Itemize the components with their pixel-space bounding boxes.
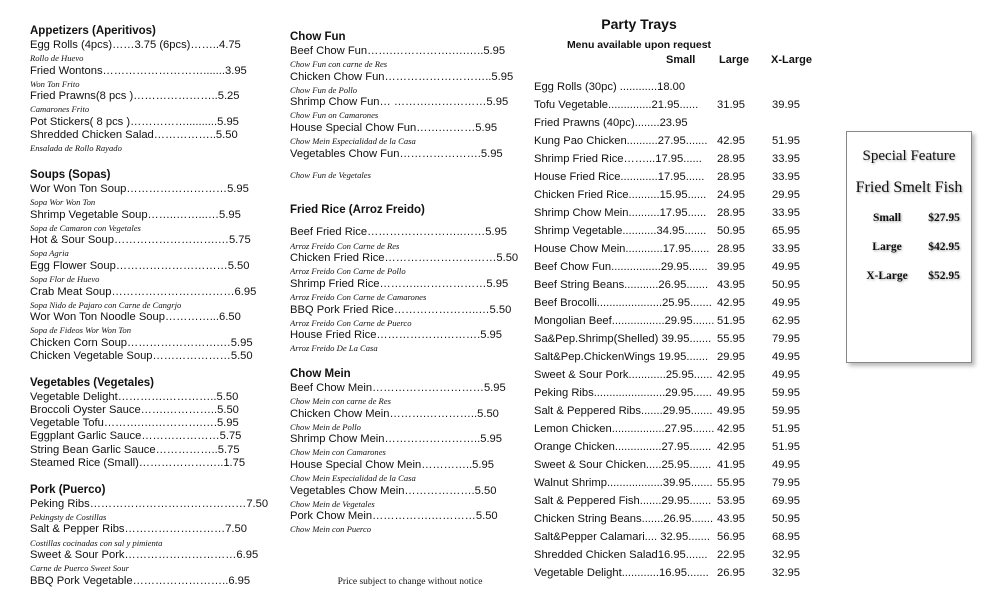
tray-row [534,348,834,366]
tray-price-xlarge: 32.95 [772,567,800,579]
tray-item-name: Shredded Chicken Salad16.95....... [534,549,708,561]
menu-item: BBQ Pork Fried Rice…………………..…5.50 [290,303,512,316]
menu-item: Hot & Sour Soup……………………….…5.75 [30,234,251,247]
menu-item: Crab Meat Soup……………………………6.95 [30,285,257,298]
menu-item: BBQ Pork Vegetable……………………..6.95 [30,574,251,587]
tray-price-xlarge: 59.95 [772,387,800,399]
tray-item-name: Vegetable Delight............16.95....... [534,567,709,579]
tray-item-name: Mongolian Beef.................29.95....... [534,315,715,327]
feature-size: Small [872,212,902,224]
feature-size: Large [872,241,902,253]
tray-item-name: Shrimp Fried Rice……...17.95...... [534,153,702,165]
tray-price-large: 28.95 [717,243,745,255]
menu-item: Beef Fried Rice……………………..……5.95 [290,226,507,239]
menu-item-spanish: Arroz Freido Con Carne de Pollo [290,266,406,277]
menu-item: Wor Won Ton Noodle Soup…………...6.50 [30,311,241,324]
menu-item: Broccoli Oyster Sauce…….…………..5.50 [30,404,239,417]
menu-item-spanish: Sopa de Camaron con Vegetales [30,222,141,233]
menu-item: Chicken Corn Soup…………………….…5.95 [30,336,253,349]
tray-price-large: 51.95 [717,315,745,327]
special-feature-box [846,131,972,363]
tray-item-name: Chicken String Beans.......26.95....... [534,513,714,525]
tray-row [534,204,834,222]
menu-item: Vegetable Delight………….…………..5.50 [30,391,239,404]
menu-item: Beef Chow Fun…….…………….….…..5.95 [290,45,506,57]
tray-price-large: 56.95 [717,531,745,543]
menu-item: Vegetables Chow Fun………………….5.95 [290,147,503,160]
menu-item: Beef Chow Mein…………………………5.95 [290,381,506,394]
tray-price-xlarge: 51.95 [772,135,800,147]
special-feature-title: Special Feature [862,148,956,164]
tray-price-large: 42.95 [717,423,745,435]
soups-section [30,168,270,363]
tray-row [534,186,834,204]
tray-row [534,456,834,474]
section-title: Pork (Puerco) [30,483,106,496]
section-title: Vegetables (Vegetales) [30,377,155,390]
tray-item-name: Tofu Vegetable..............21.95...... [534,99,699,111]
tray-item-name: Shrimp Chow Mein..........17.95...... [534,207,707,219]
menu-item-spanish: Chow Fun con carne de Res [290,59,388,70]
tray-price-large: 50.95 [717,225,745,237]
tray-item-name: Walnut Shrimp..................39.95....... [534,477,713,489]
menu-item: Shrimp Chow Mein……………………..5.95 [290,433,502,446]
menu-item: Wor Won Ton Soup………………………5.95 [30,182,249,195]
tray-price-xlarge: 49.95 [772,297,800,309]
party-trays-list [534,78,834,582]
tray-price-xlarge: 32.95 [772,549,800,561]
tray-price-large: 53.95 [717,495,745,507]
size-header-small: Small [666,54,696,66]
menu-column-2 [290,30,520,536]
menu-item: House Special Chow Fun…….………5.95 [290,122,498,135]
tray-price-xlarge: 79.95 [772,333,800,345]
special-feature-dish: Fried Smelt Fish [855,179,963,196]
menu-item: Shrimp Chow Fun… ……….……………5.95 [290,96,509,109]
tray-price-xlarge: 33.95 [772,243,800,255]
menu-item: Egg Flower Soup…………………………5.50 [30,259,250,272]
tray-price-xlarge: 49.95 [772,261,800,273]
menu-item-spanish: Sopa Nido de Pajaro con Carne de Cangrjo [30,299,182,310]
tray-price-xlarge: 79.95 [772,477,800,489]
pork-section [30,483,270,588]
section-title: Fried Rice (Arroz Freido) [290,204,425,217]
tray-price-xlarge: 59.95 [772,405,800,417]
menu-item-spanish: Arroz Freido Con Carne de Puerco [290,317,412,328]
vegetables-section [30,376,270,470]
menu-item-spanish: Chow Mein de Pollo [290,421,361,432]
feature-price: $52.95 [928,270,960,282]
section-title: Soups (Sopas) [30,168,111,181]
tray-row [534,492,834,510]
tray-price-large: 28.95 [717,153,745,165]
menu-item-spanish: Chow Fun on Camarones [290,110,379,121]
feature-price-row [847,212,971,241]
menu-item: Eggplant Garlic Sauce…………………5.75 [30,430,242,443]
menu-item-spanish: Chow Fun de Vegetales [290,169,371,180]
tray-price-xlarge: 33.95 [772,171,800,183]
menu-item-spanish: Sopa Flor de Huevo [30,274,100,284]
tray-row [534,222,834,240]
tray-price-xlarge: 62.95 [772,315,800,327]
size-header-large: Large [719,54,749,66]
menu-item-spanish: Arroz Freido Con Carne de Res [290,240,400,251]
tray-price-large: 49.95 [717,387,745,399]
menu-item-spanish: Arroz Freido Con Carne de Camarones [290,291,427,302]
menu-item: Salt & Pepper Ribs………………………7.50 [30,523,247,536]
tray-price-large: 43.95 [717,513,745,525]
menu-column-1 [30,24,270,588]
tray-price-xlarge: 49.95 [772,459,800,471]
menu-item: Shrimp Fried Rice………..………………5.95 [290,277,509,290]
tray-price-large: 42.95 [717,369,745,381]
section-title: Chow Mein [290,367,351,380]
tray-row [534,366,834,384]
tray-row [534,114,834,132]
menu-item: String Bean Garlic Sauce……………..5.75 [30,443,240,456]
party-trays-title: Party Trays [601,16,677,32]
party-trays-subtitle: Menu available upon request [566,39,712,51]
menu-item-spanish: Chow Mein con carne de Res [290,395,391,406]
tray-item-name: Chicken Fried Rice..........15.95...... [534,189,707,201]
tray-price-large: 39.95 [717,261,745,273]
chow-mein-section [290,367,520,536]
menu-item-spanish: Camarones Frito [30,104,90,115]
tray-price-large: 42.95 [717,135,745,147]
tray-item-name: Peking Ribs.......................29.95...... [534,387,712,399]
menu-item: Chicken Fried Rice…………………………5.50 [290,252,519,265]
tray-item-name: House Chow Mein............17.95...... [534,243,710,255]
tray-price-large: 31.95 [717,99,745,111]
tray-price-large: 42.95 [717,297,745,309]
tray-price-xlarge: 51.95 [772,441,800,453]
feature-price: $27.95 [928,212,960,224]
feature-size: X-Large [866,270,908,282]
tray-row [534,528,834,546]
tray-row [534,276,834,294]
tray-row [534,150,834,168]
tray-price-xlarge: 69.95 [772,495,800,507]
menu-item-spanish: Chow Mein con Puerco [290,524,372,535]
tray-row [534,240,834,258]
tray-price-xlarge: 68.95 [772,531,800,543]
menu-item-spanish: Sopa Wor Won Ton [30,196,96,207]
tray-row [534,438,834,456]
tray-price-xlarge: 51.95 [772,423,800,435]
menu-item-spanish: Chow Fun de Pollo [290,84,358,95]
tray-price-xlarge: 65.95 [772,225,800,237]
tray-price-large: 42.95 [717,441,745,453]
tray-price-large: 24.95 [717,189,745,201]
tray-row [534,420,834,438]
menu-item: Vegetable Tofu……….….………….….5.95 [30,417,239,430]
tray-price-xlarge: 49.95 [772,369,800,381]
tray-item-name: Sweet & Sour Chicken.....25.95....... [534,459,712,471]
tray-price-large: 28.95 [717,171,745,183]
tray-price-large: 55.95 [717,333,745,345]
menu-item-spanish: Won Ton Frito [30,78,80,89]
tray-item-name: Beef Chow Fun................29.95...... [534,261,708,273]
tray-item-name: Sa&Pep.Shrimp(Shelled) 39.95....... [534,333,712,345]
tray-price-large: 26.95 [717,567,745,579]
tray-price-large: 55.95 [717,477,745,489]
feature-price-row [847,270,971,299]
menu-item: Chicken Chow Mein……….…………..5.50 [290,407,499,420]
tray-price-xlarge: 50.95 [772,513,800,525]
menu-item-spanish: Chow Mein con Camarones [290,447,386,458]
section-title: Appetizers (Aperitivos) [30,25,156,37]
menu-item-spanish: Ensalada de Rollo Rayado [30,143,122,154]
tray-item-name: Fried Prawns (40pc)........23.95 [534,117,688,129]
menu-item-spanish: Chow Mein Especialidad de la Casa [290,473,416,484]
size-header-xlarge: X-Large [771,54,812,66]
tray-row [534,312,834,330]
party-trays-section [534,15,834,582]
feature-price-row [847,241,971,270]
menu-item: Chicken Chow Fun………………………..5.95 [290,70,514,83]
tray-item-name: Kung Pao Chicken..........27.95....... [534,135,708,147]
menu-item-spanish: Sopa de Fideos Wor Won Ton [30,325,131,336]
section-title: Chow Fun [290,31,346,43]
tray-row [534,384,834,402]
tray-item-name: Sweet & Sour Pork............25.95...... [534,369,713,381]
tray-price-large: 22.95 [717,549,745,561]
tray-price-large: 29.95 [717,351,745,363]
price-notice: Price subject to change without notice [337,577,483,587]
feature-price: $42.95 [928,241,960,253]
chow-fun-section [290,30,520,181]
tray-row [534,132,834,150]
tray-row [534,402,834,420]
menu-item: House Special Chow Mein…………..5.95 [290,458,494,471]
tray-price-xlarge: 33.95 [772,207,800,219]
tray-price-xlarge: 39.95 [772,99,800,111]
tray-price-xlarge: 29.95 [772,189,800,201]
tray-item-name: Orange Chicken...............27.95....... [534,441,712,453]
menu-item: Egg Rolls (4pcs)……3.75 (6pcs)……..4.75 [30,39,241,51]
tray-item-name: House Fried Rice............17.95...... [534,171,705,183]
menu-item-spanish: Rollo de Huevo [30,53,84,64]
tray-row [534,474,834,492]
menu-item: House Fried Rice……………………….5.95 [290,329,502,342]
tray-price-xlarge: 49.95 [772,351,800,363]
menu-item: Shrimp Vegetable Soup……..……...…5.95 [30,208,241,221]
menu-item: Pork Chow Mein…………….…………5.50 [290,510,498,523]
tray-row [534,330,834,348]
menu-item-spanish: Chow Mein de Vegetales [290,498,375,509]
tray-price-xlarge: 33.95 [772,153,800,165]
tray-item-name: Beef Brocolli.....................25.95....... [534,297,712,309]
menu-item-spanish: Arroz Freido De La Casa [290,343,378,354]
size-headers [534,54,834,70]
menu-item-spanish: Chow Mein Especialidad de la Casa [290,136,416,147]
menu-item-spanish: Costillas cocinadas con sal y pimienta [30,537,163,548]
menu-item: Shredded Chicken Salad……………..5.50 [30,129,238,142]
tray-row [534,96,834,114]
tray-item-name: Salt & Peppered Fish.......29.95....... [534,495,712,507]
menu-item: Pot Stickers( 8 pcs )……………..........5.95 [30,116,239,129]
menu-item: Sweet & Sour Pork…………………………6.95 [30,549,259,562]
tray-row [534,78,834,96]
menu-item: Chicken Vegetable Soup…………………5.50 [30,350,253,363]
tray-price-large: 41.95 [717,459,745,471]
tray-item-name: Salt&Pep.ChickenWings 19.95....... [534,351,709,363]
menu-item-spanish: Sopa Agria [30,248,69,259]
tray-item-name: Egg Rolls (30pc) ............18.00 [534,81,686,93]
menu-item: Fried Prawns(8 pcs )…………………..5.25 [30,90,240,103]
menu-item-spanish: Pekingsty de Costillas [30,511,107,522]
tray-price-xlarge: 50.95 [772,279,800,291]
tray-row [534,546,834,564]
tray-item-name: Salt & Peppered Ribs.......29.95....... [534,405,713,417]
tray-row [534,294,834,312]
tray-price-large: 28.95 [717,207,745,219]
menu-item: Steamed Rice (Small)…………………..1.75 [30,456,246,469]
appetizers-section [30,24,270,155]
tray-item-name: Lemon Chicken.................27.95....... [534,423,715,435]
tray-row [534,168,834,186]
tray-price-large: 43.95 [717,279,745,291]
menu-item-spanish: Carne de Puerco Sweet Sour [30,563,129,574]
menu-item: Peking Ribs……………………………………7.50 [30,497,269,510]
tray-item-name: Beef String Beans...........26.95....... [534,279,709,291]
tray-row [534,510,834,528]
tray-item-name: Salt&Pepper Calamari.... 32.95....... [534,531,710,543]
menu-item: Fried Wontons……………………….......3.95 [30,64,247,77]
menu-item: Vegetables Chow Mein……………….5.50 [290,484,497,497]
tray-row [534,258,834,276]
tray-item-name: Shrimp Vegetable...........34.95....... [534,225,707,237]
fried-rice-section [290,203,520,354]
tray-price-large: 49.95 [717,405,745,417]
